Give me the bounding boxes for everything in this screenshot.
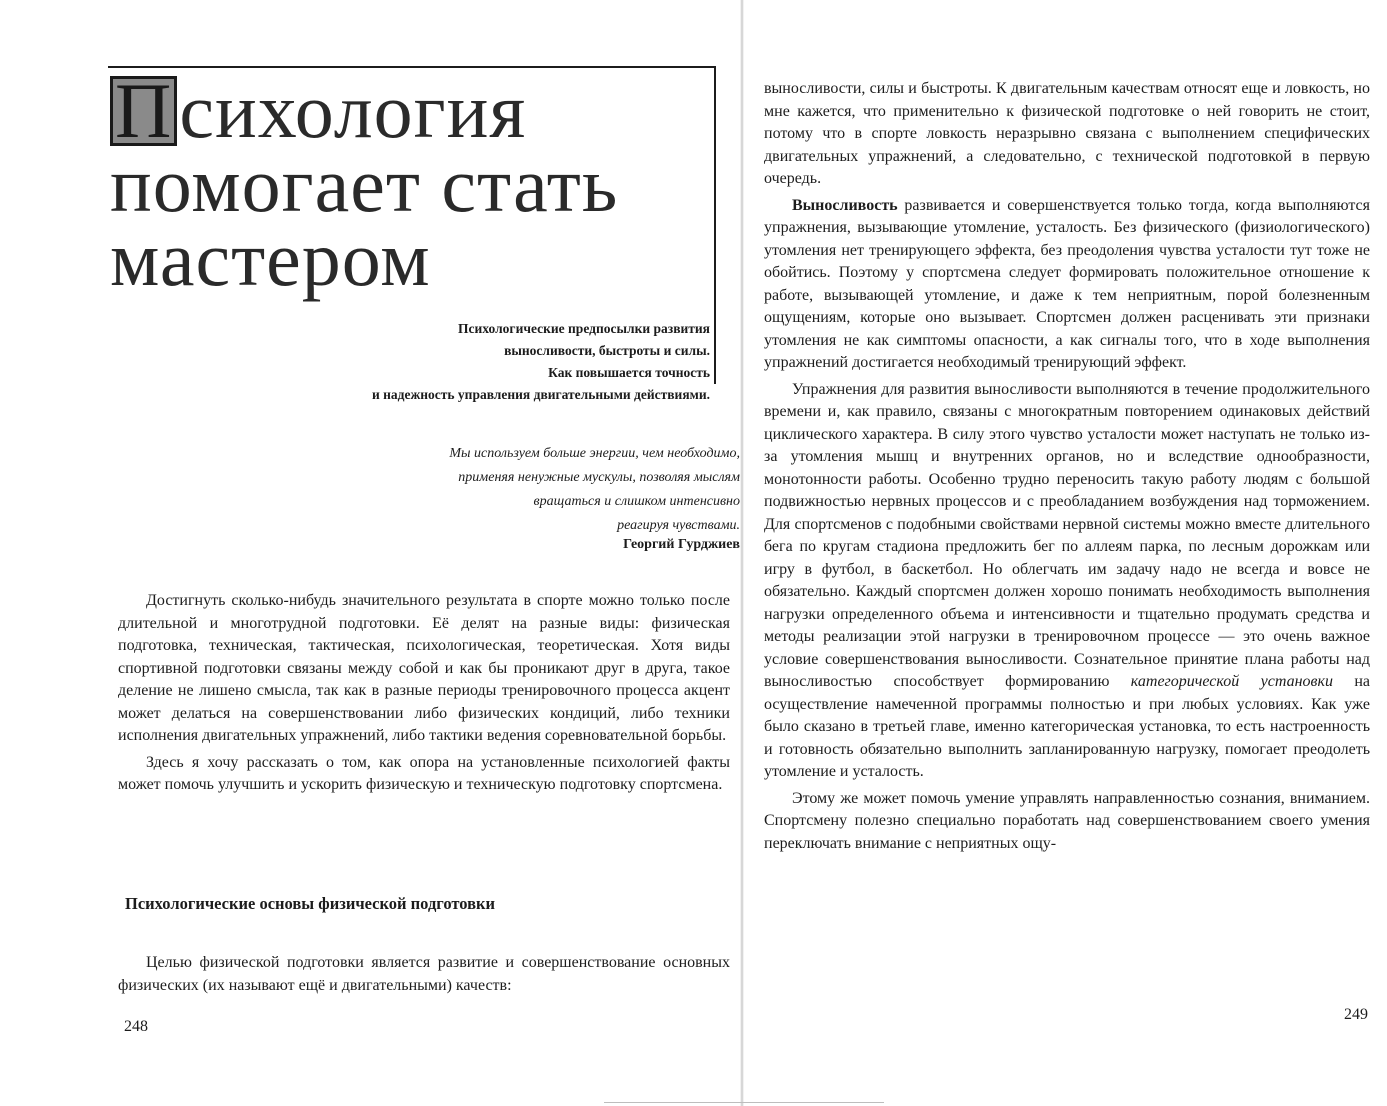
paragraph-text: Упражнения для развития выносливости выполняются в течение продолжительного времени и, как правило, связаны с многократным повторением одинаковых действий циклического характера. В силу этого чувство усталости может наступать не только из-за утомления мышц и внутренних органов, но и вследствие однообразности, монотонности работы. Особенно трудно переносить такую работу людям с большой подвижностью нервных процессов и с преобладанием возбуждения над торможением. Для спортсменов с подобными свойствами нервной системы можно вместе длительного бега по кругам стадиона предложить бег по аллеям парка, по лесным дорожкам или игру в футбол, в баскетбол. Но облегчать им задачу надо не всегда и вовсе не обязательно. Каждый спортсмен должен хорошо понимать необходимость выполнения нагрузки определенного объема и интенсивности и тщательно продумать средства и методы реализации этой нагрузки в тренировочном процессе — это очень важное условие совершенствования выносливости. Сознательное принятие плана работы над выносливостью способствует формированию xyxy=(764,380,1370,690)
section-heading: Психологические основы физической подготовки xyxy=(125,894,496,913)
left-body-text xyxy=(118,590,730,801)
subtitle-line: Как повышается точность xyxy=(548,365,710,380)
chapter-title xyxy=(110,67,710,302)
chapter-subtitle xyxy=(230,318,710,406)
subtitle-line: и надежность управления двигательными действиями. xyxy=(371,387,710,402)
term-endurance: Выносливость xyxy=(792,196,898,214)
paragraph: Здесь я хочу рассказать о том, как опора на установленные психологией факты может помочь улучшить и ускорить физическую и техническую подготовку спортсмена. xyxy=(118,753,730,793)
paragraph: Целью физической подготовки является развитие и совершенствование основных физических (их называют ещё и двигательными) качеств: xyxy=(118,954,730,994)
paragraph: Достигнуть сколько-нибудь значительного результата в спорте можно только после длительной и многотрудной подготовки. Её делят на разные виды: физическая подготовка, техническая, тактическая, психологическая, теоретическая. Хотя виды спортивной подготовки связаны между собой и как бы проникают друг в друга, такое деление не лишено смысла, так как в разные периоды тренировочного процесса акцент может делаться на совершенствовании либо физических кондиций, либо техники исполнения двигательных упражнений, либо тактики ведения соревновательной борьбы. xyxy=(118,592,730,744)
epigraph-line: Мы используем больше энергии, чем необходимо, xyxy=(449,446,740,461)
right-page xyxy=(744,0,1387,1106)
epigraph-line: вращаться и слишком интенсивно xyxy=(533,494,740,509)
bottom-edge-line xyxy=(604,1102,884,1103)
page-number-right: 249 xyxy=(1344,1006,1368,1023)
epigraph-line: реагируя чувствами. xyxy=(617,518,740,533)
title-line2: помогает стать xyxy=(110,141,619,228)
paragraph xyxy=(764,195,1370,375)
title-line3: мастером xyxy=(110,215,431,302)
subtitle-line: Психологические предпосылки развития xyxy=(458,321,710,336)
paragraph-continuation: выносливости, силы и быстроты. К двигательным качествам относят еще и ловкость, но мне кажется, что применительно к физической подготовке о ней говорить не стоит, потому что в спорте ловкость неразрывно связана с выполнением специфических двигательных упражнений, а следовательно, с технической подготовкой в первую очередь. xyxy=(764,80,1370,187)
paragraph: Этому же может помочь умение управлять направленностью сознания, вниманием. Спортсмену полезно специально поработать над совершенствованием своего умения переключать внимание с неприятных ощу- xyxy=(764,789,1370,852)
right-body-text xyxy=(764,78,1370,859)
paragraph-text: развивается и совершенствуется только тогда, когда выполняются упражнения, вызывающие утомление, усталость. Без физического (физиологического) утомления нет тренирующего эффекта, без преодоления чувства усталости тут тоже не обойтись. Поэтому у спортсмена следует формировать положительное отношение к работе, вызывающей утомление, и даже к тем неприятным, порой болезненным ощущениям, которые оно вызывает. Спортсмен должен расценивать эти признаки утомления не как симптомы опасности, а как сигналы того, что в ходе выполнения упражнений достигается необходимый тренирующий эффект. xyxy=(764,196,1370,371)
epigraph-author: Георгий Гурджиев xyxy=(623,537,740,552)
title-line1: сихология xyxy=(179,67,527,154)
paragraph xyxy=(764,379,1370,784)
paragraph-text: на осуществление намеченной программы полностью и при любых условиях. Как уже было сказано в третьей главе, именно категорическая установка, то есть настроенность и готовность обязательно выполнить запланированную нагрузку, помогает преодолеть утомление и усталость. xyxy=(764,673,1370,780)
subtitle-line: выносливости, быстроты и силы. xyxy=(504,343,710,358)
term-categorical-setting: категорической установки xyxy=(1130,673,1333,690)
epigraph-line: применяя ненужные мускулы, позволяя мыслям xyxy=(458,470,740,485)
epigraph xyxy=(300,442,740,538)
section-body xyxy=(118,952,730,997)
title-dropcap: П xyxy=(110,76,177,146)
page-number-left: 248 xyxy=(124,1018,148,1035)
